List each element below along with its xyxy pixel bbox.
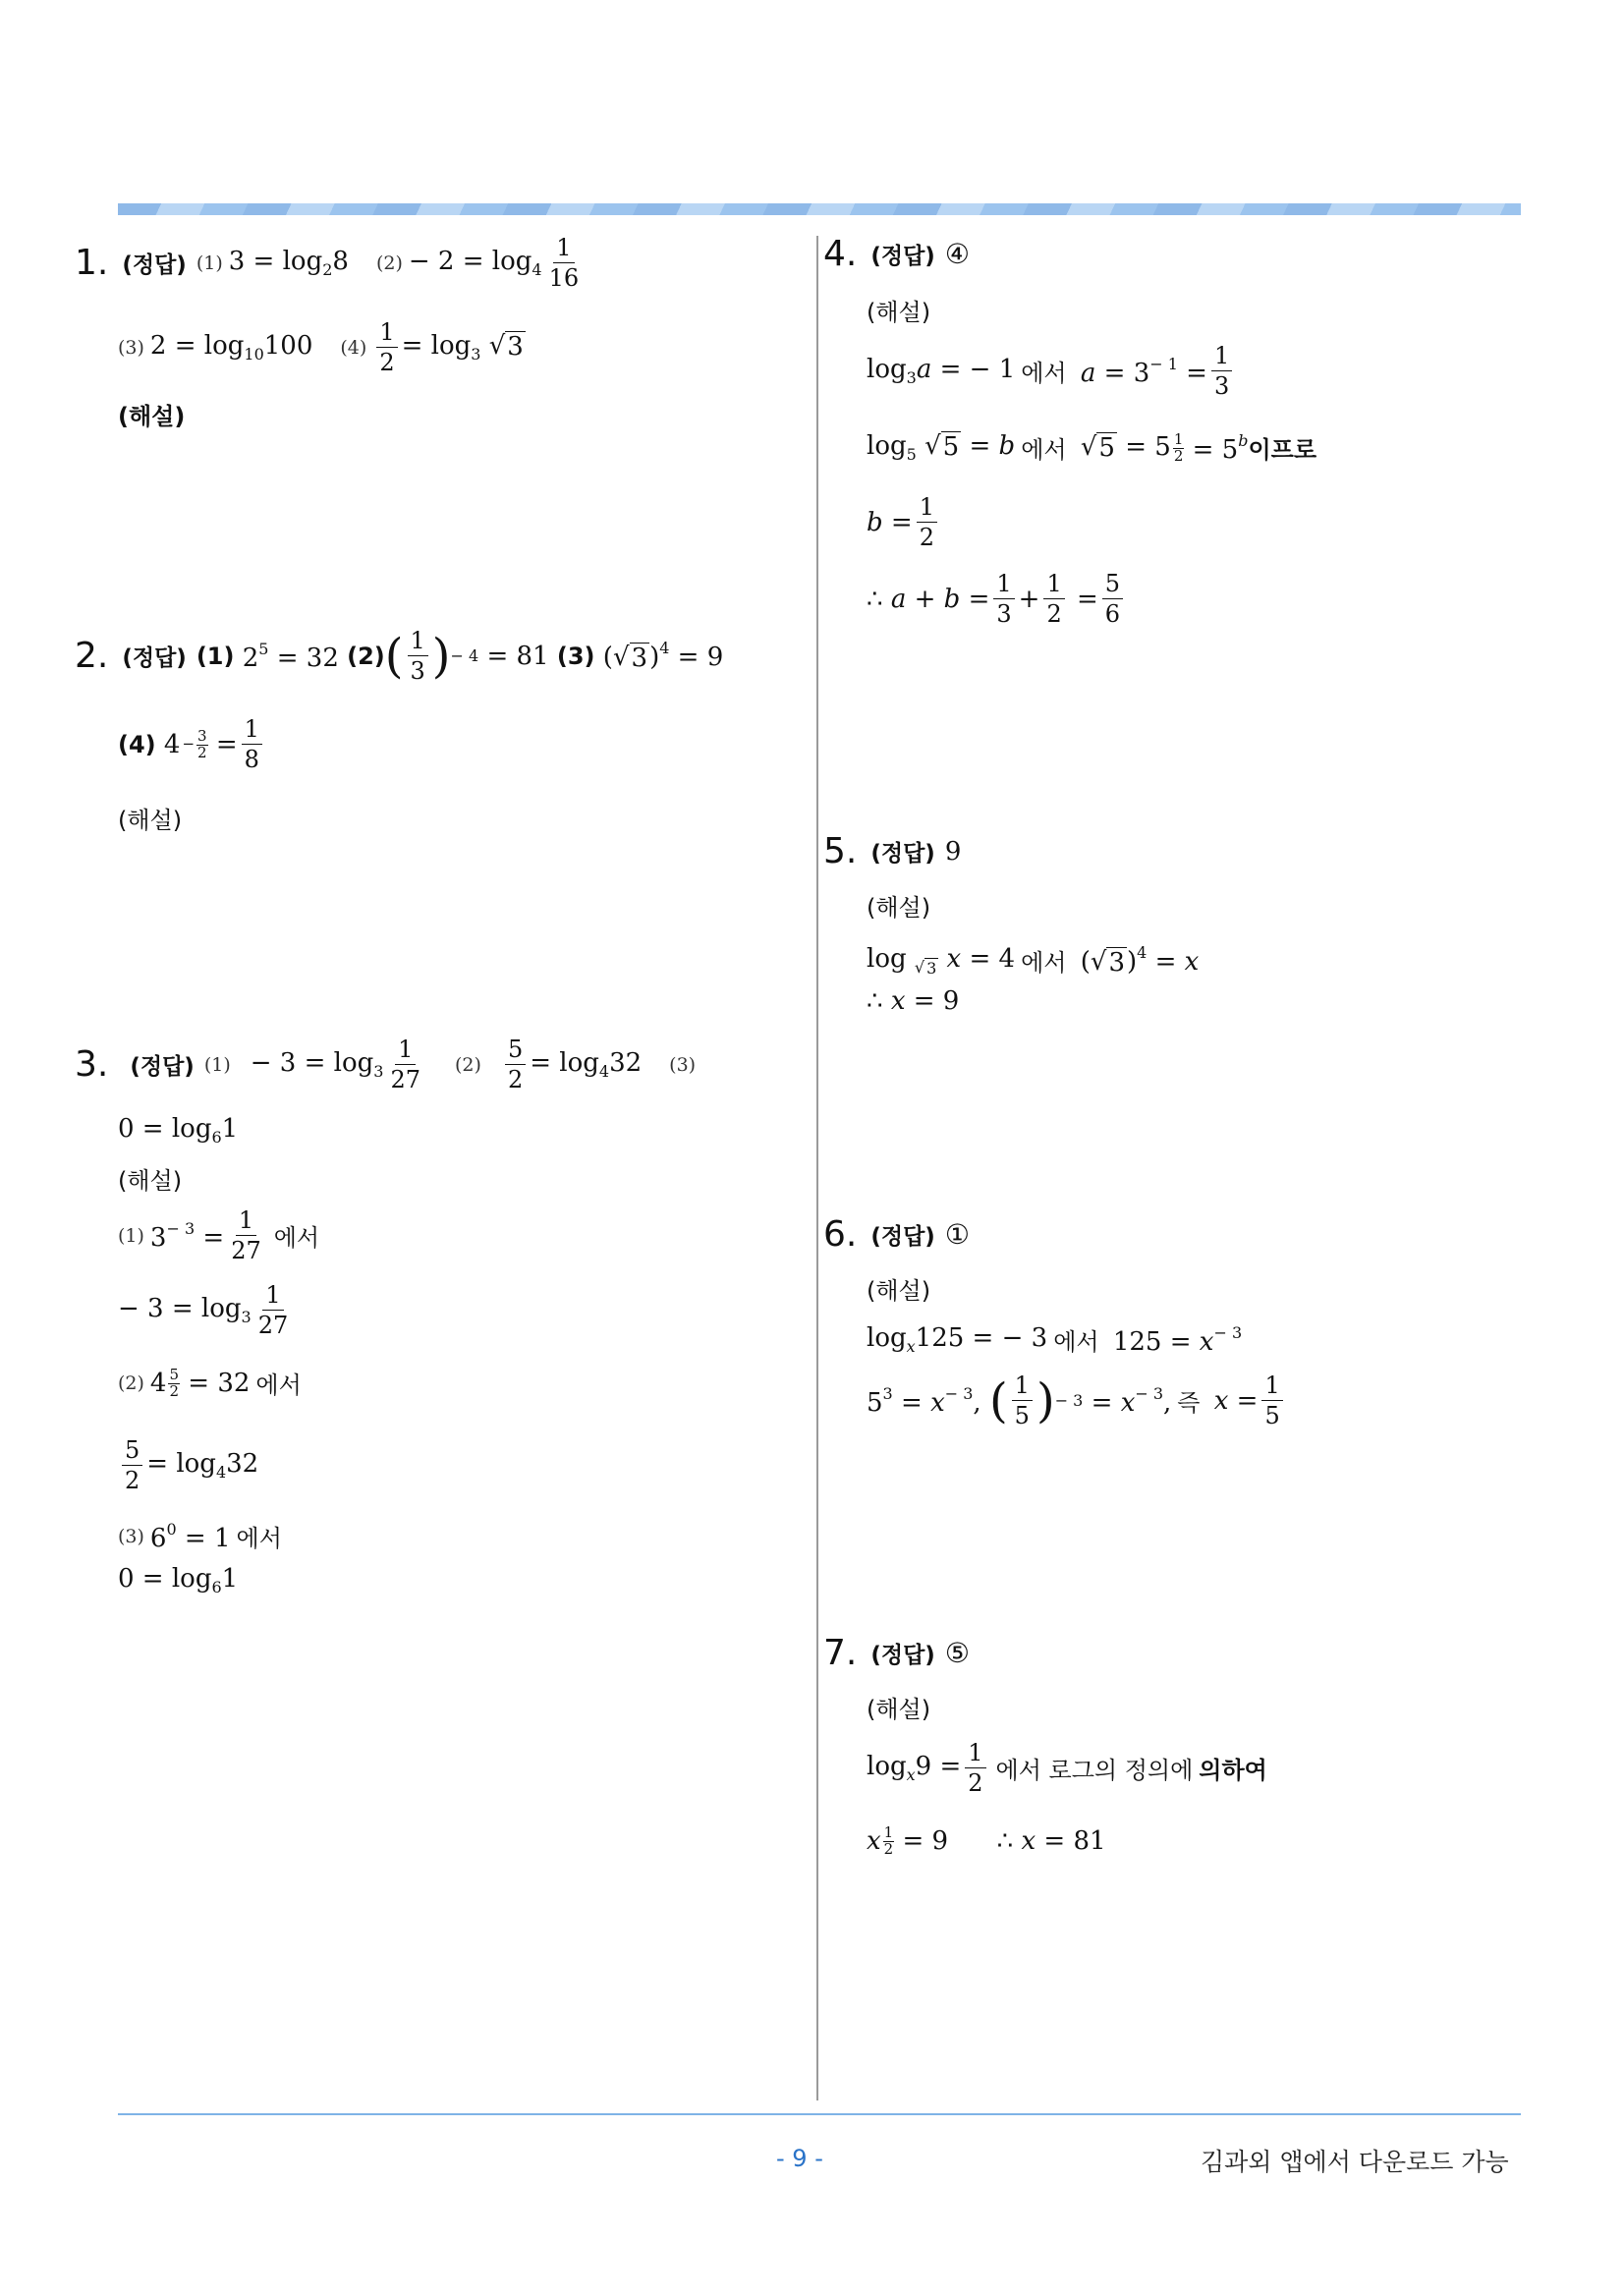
math: − $3 = \log_3$	[250, 1048, 384, 1081]
math: 4	[155, 729, 181, 759]
q4-number: 4.	[823, 234, 858, 274]
q6-answer-line	[823, 1214, 970, 1255]
math: $2^5 = 32$	[234, 639, 348, 673]
q1-explain: (해설)	[118, 403, 186, 430]
part-label: (1)	[196, 252, 223, 274]
part-label: (3)	[556, 642, 595, 670]
part-label: (4)	[118, 730, 156, 758]
answer-label: (정답)	[130, 1054, 195, 1080]
q1-answer-line	[75, 236, 586, 290]
math: $0 = \log_61$	[118, 1114, 239, 1147]
footer-rule	[118, 2113, 1521, 2115]
answer-label: (정답)	[870, 1224, 935, 1250]
math: $2 = \log_{10}100$	[149, 331, 313, 364]
q7-answer: ⑤	[944, 1637, 970, 1669]
q4-answer-line	[823, 234, 970, 274]
part-label: (3)	[669, 1053, 697, 1076]
answer-label: (정답)	[122, 645, 187, 671]
q2-answer-line-2: (4) 4 − $\frac{3}{2}$ = $\frac{1}{8}$	[118, 717, 266, 771]
footer-note: 김과외 앱에서 다운로드 가능	[1201, 2148, 1509, 2176]
part-label: (2)	[375, 252, 403, 274]
math: = $\log_3$ √ 3	[401, 331, 524, 364]
q6-step-1: $\log_x125$ = − 3 에서 $125 = x^{- 3}$	[867, 1322, 1243, 1357]
part-label: (2)	[455, 1053, 481, 1076]
page-number: - 9 -	[776, 2145, 823, 2172]
math: (√ 3 )$^4$ = 9	[594, 639, 724, 673]
column-divider	[816, 236, 818, 2100]
q3-step-3: (2) 4 $\frac{5}{2}$ = 32 에서	[118, 1365, 302, 1400]
fraction: $\frac{5}{2}$	[505, 1037, 526, 1092]
math: =	[207, 729, 238, 759]
q7-step-1: $\log_x9$ = $\frac{1}{2}$ 에서 로그의 정의에 의하여	[867, 1739, 1267, 1797]
math: $3 = \log_28$	[228, 247, 349, 279]
q3-step-6: $0 = \log_61$	[118, 1564, 239, 1596]
part-label: (2)	[347, 642, 385, 670]
q5-answer-line	[823, 831, 961, 871]
fraction: $\frac{1}{8}$	[242, 717, 262, 771]
q4-step-4: ∴ a + b = $\frac{1}{3}$ + $\frac{1}{2}$ = $\frac{5}{6}$	[867, 572, 1127, 626]
part-label: (1)	[196, 642, 235, 670]
q5-answer: 9	[944, 836, 962, 867]
q6-explain: (해설)	[867, 1277, 931, 1305]
q2-explain: (해설)	[118, 807, 183, 834]
fraction: $\frac{1}{27}$	[390, 1036, 421, 1093]
q4-answer: ④	[944, 238, 970, 270]
q4-step-3: b = $\frac{1}{2}$	[867, 495, 941, 549]
q6-answer: ①	[944, 1218, 970, 1251]
q7-number: 7.	[823, 1633, 858, 1673]
q5-explain: (해설)	[867, 894, 931, 922]
math: = $\log_432$	[530, 1048, 643, 1081]
q2-answer-line: 2. (정답) (1) $2^5 = 32$ (2) ( $\frac{1}{3}$ ) − 4 = 81 (3) (√ 3 )$^4$ = 9	[75, 627, 724, 685]
q3-step-5: (3) $6^0 = 1$ 에서	[118, 1519, 282, 1553]
fraction: $\frac{1}{3}$	[408, 629, 428, 683]
part-label: (1)	[203, 1053, 231, 1076]
math: = 81	[478, 641, 557, 671]
part-label: (4)	[340, 336, 367, 359]
part-label: (3)	[118, 336, 144, 359]
q3-step-4: $\frac{5}{2}$ = $\log_432$	[118, 1438, 258, 1492]
q4-explain: (해설)	[867, 299, 931, 326]
q5-number: 5.	[823, 831, 858, 871]
q4-step-1: $\log_3a$ = − 1 에서 $a = 3^{- 1}$ = $\frac{1}{3}$	[867, 344, 1236, 398]
q3-explain: (해설)	[118, 1167, 183, 1195]
q7-answer-line	[823, 1633, 970, 1673]
q3-number: 3.	[75, 1044, 109, 1085]
fraction: $\frac{1}{2}$	[376, 320, 397, 374]
answer-label: (정답)	[870, 1643, 935, 1668]
answer-label: (정답)	[870, 244, 935, 269]
answer-label: (정답)	[122, 252, 187, 278]
q3-step-1: (1) $3^{- 3}$ = $\frac{1}{27}$ 에서	[118, 1206, 320, 1264]
q4-step-2: $\log_5$ √ 5 = b 에서 √ 5 = 5 $\frac{1}{2}$ = $5^b$ 이프로	[867, 429, 1317, 465]
q6-number: 6.	[823, 1214, 858, 1255]
q2-number: 2.	[75, 636, 109, 676]
q3-answer-line-2	[118, 1114, 238, 1147]
header-band	[118, 203, 1521, 215]
fraction: $\frac{1}{16}$	[548, 234, 580, 292]
answer-label: (정답)	[870, 841, 935, 867]
q5-step-1: log $_{√ 3}$ x = 4 에서 (√ 3 )$^4$ = x	[867, 943, 1200, 978]
q1-number: 1.	[75, 243, 109, 283]
q7-explain: (해설)	[867, 1696, 931, 1723]
q3-step-2: − $3 = \log_3$ $\frac{1}{27}$	[118, 1281, 289, 1339]
q6-step-2: $5^3 = x^{- 3}$, ( $\frac{1}{5}$ ) − 3 = $x^{- 3}$, 즉 x = $\frac{1}{5}$	[867, 1373, 1287, 1428]
q3-answer-line	[75, 1037, 701, 1092]
math: − $2 = \log_4$	[408, 247, 542, 279]
q7-step-2: x $\frac{1}{2}$ = 9 ∴ x = 81	[867, 1823, 1106, 1858]
q5-step-2: ∴ x = 9	[867, 986, 960, 1016]
q1-answer-line-2	[118, 320, 526, 374]
